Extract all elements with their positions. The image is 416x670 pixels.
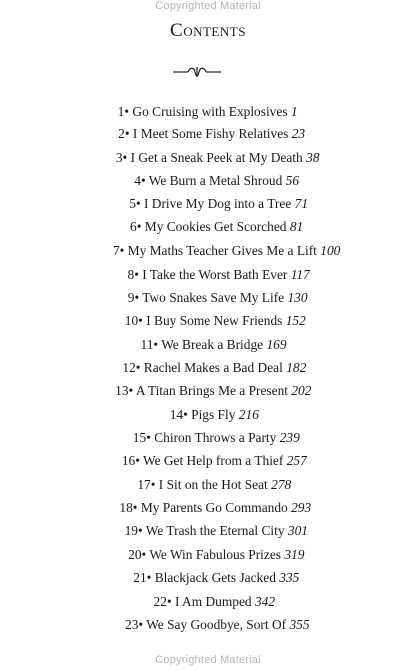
chapter-page-number: 56: [285, 173, 300, 188]
chapter-number: 11: [140, 337, 154, 352]
chapter-title: I Drive My Dog into a Tree: [144, 196, 292, 211]
bullet-icon: •: [183, 407, 192, 422]
chapter-title: I Take the Worst Bath Ever: [142, 267, 288, 282]
chapter-number: 22: [153, 594, 167, 609]
chapter-number: 7: [112, 243, 120, 258]
chapter-number: 17: [137, 477, 151, 492]
chapter-line: [138, 311, 306, 331]
chapter-title: We Burn a Metal Shroud: [148, 173, 283, 188]
chapter-page-number: 130: [287, 290, 308, 305]
bullet-icon: •: [146, 570, 155, 585]
chapter-title: A Titan Brings Me a Present: [135, 383, 288, 398]
chapter-page-number: 202: [291, 383, 312, 398]
chapter-number: 20: [128, 547, 142, 562]
chapter-line: [133, 498, 311, 518]
bullet-icon: •: [124, 104, 133, 119]
chapter-line: [134, 265, 310, 285]
chapter-number: 3: [115, 150, 123, 165]
chapter-number: 5: [129, 196, 136, 211]
bullet-icon: •: [128, 383, 136, 398]
chapter-line: [136, 194, 308, 214]
chapter-page-number: 342: [254, 594, 276, 609]
chapter-page-number: 319: [284, 547, 305, 562]
chapter-number: 10: [124, 313, 139, 328]
bullet-icon: •: [124, 126, 133, 141]
chapter-number: 1: [117, 104, 125, 119]
chapter-page-number: 117: [290, 267, 310, 282]
chapter-page-number: 169: [266, 337, 287, 352]
chapter-number: 2: [118, 126, 125, 141]
chapter-page-number: 239: [279, 430, 300, 445]
chapter-title: I Meet Some Fishy Relatives: [132, 126, 289, 141]
bullet-icon: •: [122, 150, 131, 165]
bullet-icon: •: [141, 547, 150, 562]
chapter-number: 13: [115, 383, 129, 398]
chapter-page-number: 278: [271, 477, 292, 492]
chapter-line: [135, 451, 307, 471]
bullet-icon: •: [138, 617, 147, 632]
watermark-top: Copyrighted Material: [155, 0, 261, 12]
bullet-icon: •: [150, 477, 159, 492]
chapter-page-number: 1: [290, 104, 298, 119]
chapter-title: Pigs Fly: [191, 407, 236, 422]
chapter-title: I Buy Some New Friends: [146, 313, 283, 328]
toc-entry[interactable]: [0, 381, 416, 401]
chapter-line: [124, 102, 297, 122]
bullet-icon: •: [119, 243, 128, 258]
chapter-page-number: 182: [286, 360, 307, 375]
chapter-title: My Maths Teacher Gives Me a Lift: [127, 243, 317, 258]
chapter-number: 19: [124, 523, 138, 538]
toc-entry[interactable]: [0, 358, 416, 378]
toc-entry[interactable]: [0, 498, 416, 518]
toc-entry[interactable]: [0, 194, 416, 214]
toc-entry[interactable]: [0, 475, 416, 495]
chapter-page-number: 152: [285, 313, 306, 328]
watermark-bottom: Copyrighted Material: [155, 654, 261, 666]
chapter-line: [141, 171, 299, 191]
chapter-title: We Get Help from a Thief: [143, 453, 284, 468]
chapter-page-number: 38: [306, 150, 320, 165]
bullet-icon: •: [135, 360, 144, 375]
chapter-line: [134, 288, 307, 308]
chapter-number: 16: [121, 453, 136, 468]
page-title: Contents: [170, 20, 246, 41]
chapter-line: [137, 217, 304, 237]
chapter-line: [183, 405, 259, 425]
bullet-icon: •: [138, 313, 147, 328]
bullet-icon: •: [136, 219, 145, 234]
chapter-number: 6: [130, 219, 137, 234]
chapter-line: [120, 241, 341, 261]
chapter-title: I Get a Sneak Peek at My Death: [130, 150, 303, 165]
chapter-page-number: 335: [279, 570, 300, 585]
bullet-icon: •: [146, 430, 155, 445]
toc-entry[interactable]: [0, 615, 416, 635]
chapter-number: 21: [133, 570, 147, 585]
chapter-page-number: 100: [320, 243, 341, 258]
chapter-page-number: 71: [294, 196, 309, 211]
chapter-page-number: 23: [291, 126, 306, 141]
bullet-icon: •: [135, 453, 143, 468]
toc-entry[interactable]: [0, 545, 416, 565]
bullet-icon: •: [166, 594, 175, 609]
bullet-icon: •: [140, 173, 149, 188]
chapter-line: [142, 545, 305, 565]
chapter-line: [136, 358, 307, 378]
toc-entry[interactable]: [0, 568, 416, 588]
chapter-title: My Cookies Get Scorched: [144, 219, 287, 234]
toc-entry[interactable]: [0, 288, 416, 308]
chapter-line: [146, 428, 300, 448]
bullet-icon: •: [135, 196, 144, 211]
chapter-number: 4: [134, 173, 141, 188]
bullet-icon: •: [132, 500, 141, 515]
chapter-line: [138, 615, 309, 635]
bullet-icon: •: [134, 267, 143, 282]
chapter-number: 8: [127, 267, 135, 282]
bullet-icon: •: [134, 290, 143, 305]
chapter-page-number: 257: [286, 453, 307, 468]
toc-entry[interactable]: [0, 171, 416, 191]
chapter-title: Chiron Throws a Party: [154, 430, 277, 445]
chapter-title: Rachel Makes a Bad Deal: [143, 360, 283, 375]
chapter-number: 14: [169, 407, 184, 422]
chapter-number: 12: [122, 360, 136, 375]
chapter-page-number: 301: [287, 523, 308, 538]
toc-entry[interactable]: [0, 124, 416, 144]
chapter-title: Go Cruising with Explosives: [132, 104, 288, 119]
chapter-title: We Win Fabulous Prizes: [149, 547, 281, 562]
toc-entry[interactable]: [0, 241, 416, 261]
chapter-title: My Parents Go Commando: [140, 500, 288, 515]
toc-entry[interactable]: [0, 265, 416, 285]
toc-entry[interactable]: [0, 592, 416, 612]
toc-entry[interactable]: [0, 451, 416, 471]
chapter-line: [151, 475, 291, 495]
toc-entry[interactable]: [0, 217, 416, 237]
chapter-title: I Am Dumped: [174, 594, 252, 609]
toc-entry[interactable]: [0, 148, 416, 168]
chapter-title: I Sit on the Hot Seat: [158, 477, 268, 492]
chapter-number: 15: [132, 430, 147, 445]
toc-entry[interactable]: [0, 521, 416, 541]
chapter-page-number: 355: [289, 617, 310, 632]
chapter-line: [129, 381, 312, 401]
decorative-ornament-icon: [171, 66, 223, 78]
chapter-number: 23: [125, 617, 139, 632]
bullet-icon: •: [153, 337, 162, 352]
toc-entry[interactable]: [0, 335, 416, 355]
chapter-title: We Say Goodbye, Sort Of: [146, 617, 287, 632]
chapter-line: [167, 592, 275, 612]
chapter-number: 18: [119, 500, 133, 515]
toc-entry[interactable]: [0, 311, 416, 331]
chapter-line: [125, 124, 305, 144]
toc-entry[interactable]: [0, 428, 416, 448]
chapter-line: [138, 521, 308, 541]
chapter-title: We Break a Bridge: [161, 337, 264, 352]
chapter-page-number: 293: [291, 500, 312, 515]
chapter-line: [153, 335, 286, 355]
chapter-page-number: 216: [238, 407, 259, 422]
chapter-title: We Trash the Eternal City: [145, 523, 285, 538]
chapter-number: 9: [127, 290, 135, 305]
toc-entry[interactable]: [0, 102, 416, 122]
chapter-title: Blackjack Gets Jacked: [154, 570, 276, 585]
chapter-line: [123, 148, 320, 168]
chapter-title: Two Snakes Save My Life: [142, 290, 285, 305]
bullet-icon: •: [137, 523, 146, 538]
chapter-page-number: 81: [289, 219, 304, 234]
chapter-line: [147, 568, 300, 588]
toc-entry[interactable]: [0, 405, 416, 425]
